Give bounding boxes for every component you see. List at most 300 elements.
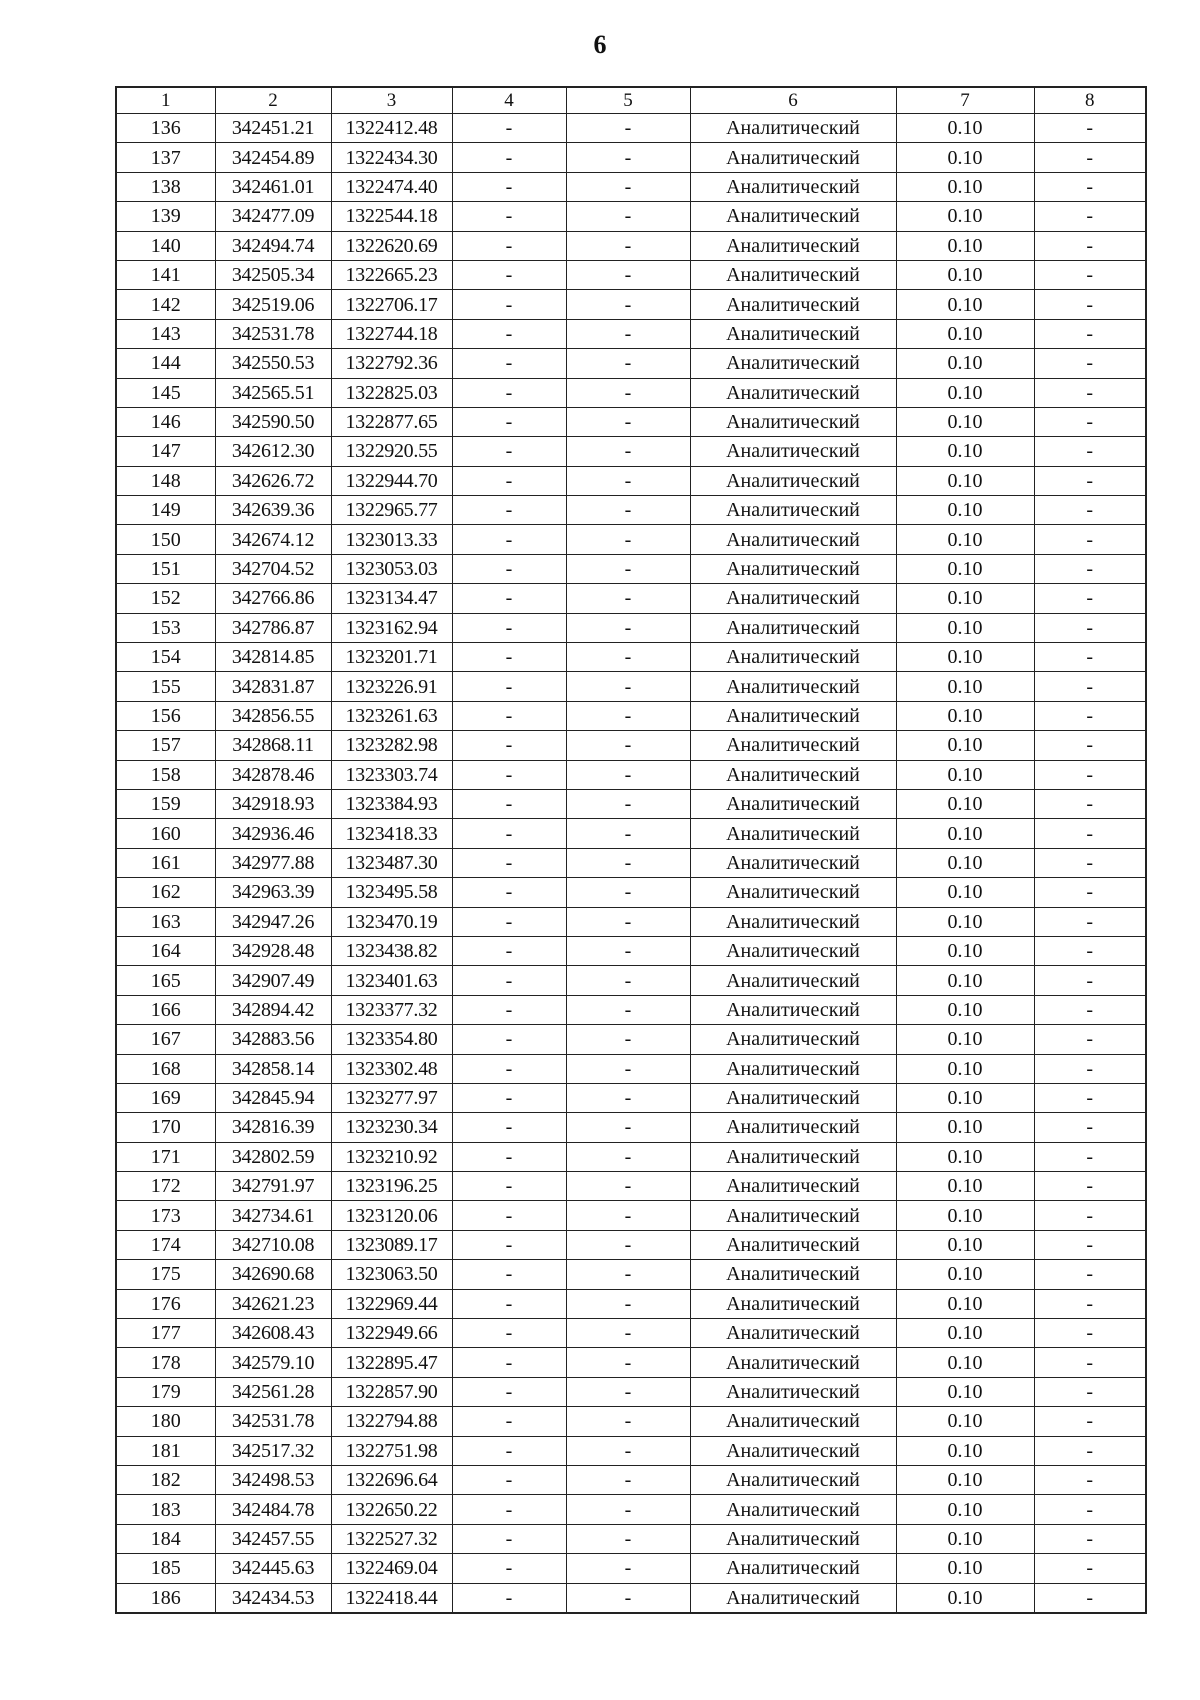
accuracy-cell: 0.10 — [896, 966, 1034, 995]
x-coordinate-cell: 342674.12 — [215, 525, 331, 554]
y-coordinate-cell: 1323053.03 — [331, 554, 452, 583]
accuracy-cell: 0.10 — [896, 554, 1034, 583]
point-number-cell: 164 — [116, 936, 215, 965]
column-4-cell: - — [452, 525, 566, 554]
column-8-cell: - — [1034, 936, 1146, 965]
column-5-cell: - — [566, 260, 690, 289]
point-number-cell: 167 — [116, 1025, 215, 1054]
column-8-cell: - — [1034, 789, 1146, 818]
accuracy-cell: 0.10 — [896, 466, 1034, 495]
column-5-cell: - — [566, 584, 690, 613]
column-header: 4 — [452, 87, 566, 114]
accuracy-cell: 0.10 — [896, 731, 1034, 760]
table-row — [116, 907, 1146, 936]
column-8-cell: - — [1034, 1583, 1146, 1613]
column-8-cell: - — [1034, 672, 1146, 701]
column-8-cell: - — [1034, 1289, 1146, 1318]
accuracy-cell: 0.10 — [896, 378, 1034, 407]
coordinates-table — [115, 86, 1147, 1614]
y-coordinate-cell: 1323438.82 — [331, 936, 452, 965]
table-row — [116, 319, 1146, 348]
method-cell: Аналитический — [690, 1554, 896, 1583]
x-coordinate-cell: 342519.06 — [215, 290, 331, 319]
column-5-cell: - — [566, 1260, 690, 1289]
column-8-cell: - — [1034, 525, 1146, 554]
table-row — [116, 878, 1146, 907]
method-cell: Аналитический — [690, 1025, 896, 1054]
column-5-cell: - — [566, 819, 690, 848]
accuracy-cell: 0.10 — [896, 407, 1034, 436]
table-row — [116, 672, 1146, 701]
column-8-cell: - — [1034, 1025, 1146, 1054]
column-8-cell: - — [1034, 114, 1146, 143]
y-coordinate-cell: 1322744.18 — [331, 319, 452, 348]
table-row — [116, 1377, 1146, 1406]
x-coordinate-cell: 342517.32 — [215, 1436, 331, 1465]
method-cell: Аналитический — [690, 701, 896, 730]
table-row — [116, 819, 1146, 848]
column-8-cell: - — [1034, 878, 1146, 907]
column-8-cell: - — [1034, 1319, 1146, 1348]
accuracy-cell: 0.10 — [896, 1319, 1034, 1348]
accuracy-cell: 0.10 — [896, 1407, 1034, 1436]
column-5-cell: - — [566, 1172, 690, 1201]
column-5-cell: - — [566, 172, 690, 201]
accuracy-cell: 0.10 — [896, 1554, 1034, 1583]
accuracy-cell: 0.10 — [896, 819, 1034, 848]
column-4-cell: - — [452, 760, 566, 789]
column-8-cell: - — [1034, 407, 1146, 436]
point-number-cell: 146 — [116, 407, 215, 436]
accuracy-cell: 0.10 — [896, 1377, 1034, 1406]
y-coordinate-cell: 1322857.90 — [331, 1377, 452, 1406]
method-cell: Аналитический — [690, 349, 896, 378]
column-5-cell: - — [566, 554, 690, 583]
y-coordinate-cell: 1322920.55 — [331, 437, 452, 466]
point-number-cell: 179 — [116, 1377, 215, 1406]
point-number-cell: 136 — [116, 114, 215, 143]
column-4-cell: - — [452, 907, 566, 936]
x-coordinate-cell: 342936.46 — [215, 819, 331, 848]
accuracy-cell: 0.10 — [896, 231, 1034, 260]
table-row — [116, 1524, 1146, 1553]
table-row — [116, 1319, 1146, 1348]
column-header: 3 — [331, 87, 452, 114]
column-5-cell: - — [566, 760, 690, 789]
y-coordinate-cell: 1322751.98 — [331, 1436, 452, 1465]
table-row — [116, 378, 1146, 407]
column-8-cell: - — [1034, 1083, 1146, 1112]
table-row — [116, 584, 1146, 613]
table-row — [116, 554, 1146, 583]
y-coordinate-cell: 1323282.98 — [331, 731, 452, 760]
point-number-cell: 180 — [116, 1407, 215, 1436]
x-coordinate-cell: 342531.78 — [215, 319, 331, 348]
table-row — [116, 1436, 1146, 1465]
method-cell: Аналитический — [690, 848, 896, 877]
x-coordinate-cell: 342734.61 — [215, 1201, 331, 1230]
column-4-cell: - — [452, 789, 566, 818]
column-8-cell: - — [1034, 143, 1146, 172]
point-number-cell: 176 — [116, 1289, 215, 1318]
method-cell: Аналитический — [690, 878, 896, 907]
x-coordinate-cell: 342457.55 — [215, 1524, 331, 1553]
x-coordinate-cell: 342786.87 — [215, 613, 331, 642]
column-5-cell: - — [566, 1083, 690, 1112]
y-coordinate-cell: 1323226.91 — [331, 672, 452, 701]
column-4-cell: - — [452, 143, 566, 172]
column-5-cell: - — [566, 643, 690, 672]
column-4-cell: - — [452, 1230, 566, 1259]
point-number-cell: 148 — [116, 466, 215, 495]
page-number: 6 — [593, 30, 607, 59]
column-5-cell: - — [566, 789, 690, 818]
point-number-cell: 147 — [116, 437, 215, 466]
accuracy-cell: 0.10 — [896, 848, 1034, 877]
method-cell: Аналитический — [690, 554, 896, 583]
table-row — [116, 1025, 1146, 1054]
column-8-cell: - — [1034, 1201, 1146, 1230]
point-number-cell: 181 — [116, 1436, 215, 1465]
x-coordinate-cell: 342918.93 — [215, 789, 331, 818]
method-cell: Аналитический — [690, 496, 896, 525]
column-8-cell: - — [1034, 1260, 1146, 1289]
x-coordinate-cell: 342947.26 — [215, 907, 331, 936]
column-8-cell: - — [1034, 907, 1146, 936]
table-row — [116, 1172, 1146, 1201]
column-8-cell: - — [1034, 1495, 1146, 1524]
column-4-cell: - — [452, 407, 566, 436]
column-5-cell: - — [566, 407, 690, 436]
method-cell: Аналитический — [690, 936, 896, 965]
y-coordinate-cell: 1323277.97 — [331, 1083, 452, 1112]
column-4-cell: - — [452, 1377, 566, 1406]
y-coordinate-cell: 1322825.03 — [331, 378, 452, 407]
accuracy-cell: 0.10 — [896, 1025, 1034, 1054]
column-5-cell: - — [566, 466, 690, 495]
column-8-cell: - — [1034, 466, 1146, 495]
table-row — [116, 613, 1146, 642]
x-coordinate-cell: 342878.46 — [215, 760, 331, 789]
x-coordinate-cell: 342531.78 — [215, 1407, 331, 1436]
column-8-cell: - — [1034, 172, 1146, 201]
column-5-cell: - — [566, 1201, 690, 1230]
column-4-cell: - — [452, 319, 566, 348]
column-8-cell: - — [1034, 231, 1146, 260]
accuracy-cell: 0.10 — [896, 319, 1034, 348]
x-coordinate-cell: 342451.21 — [215, 114, 331, 143]
column-8-cell: - — [1034, 1377, 1146, 1406]
column-4-cell: - — [452, 1554, 566, 1583]
column-8-cell: - — [1034, 731, 1146, 760]
method-cell: Аналитический — [690, 1377, 896, 1406]
column-8-cell: - — [1034, 1524, 1146, 1553]
method-cell: Аналитический — [690, 437, 896, 466]
point-number-cell: 143 — [116, 319, 215, 348]
table-row — [116, 966, 1146, 995]
x-coordinate-cell: 342907.49 — [215, 966, 331, 995]
column-5-cell: - — [566, 231, 690, 260]
table-row — [116, 1230, 1146, 1259]
column-8-cell: - — [1034, 1172, 1146, 1201]
column-5-cell: - — [566, 1583, 690, 1613]
x-coordinate-cell: 342704.52 — [215, 554, 331, 583]
point-number-cell: 175 — [116, 1260, 215, 1289]
y-coordinate-cell: 1322434.30 — [331, 143, 452, 172]
column-5-cell: - — [566, 202, 690, 231]
column-8-cell: - — [1034, 202, 1146, 231]
method-cell: Аналитический — [690, 231, 896, 260]
table-row — [116, 1407, 1146, 1436]
point-number-cell: 169 — [116, 1083, 215, 1112]
column-5-cell: - — [566, 1319, 690, 1348]
method-cell: Аналитический — [690, 407, 896, 436]
column-8-cell: - — [1034, 260, 1146, 289]
column-5-cell: - — [566, 1554, 690, 1583]
point-number-cell: 151 — [116, 554, 215, 583]
y-coordinate-cell: 1323418.33 — [331, 819, 452, 848]
accuracy-cell: 0.10 — [896, 1348, 1034, 1377]
y-coordinate-cell: 1322527.32 — [331, 1524, 452, 1553]
table-row — [116, 760, 1146, 789]
method-cell: Аналитический — [690, 1289, 896, 1318]
column-5-cell: - — [566, 1348, 690, 1377]
method-cell: Аналитический — [690, 319, 896, 348]
column-8-cell: - — [1034, 349, 1146, 378]
column-5-cell: - — [566, 290, 690, 319]
column-8-cell: - — [1034, 1554, 1146, 1583]
accuracy-cell: 0.10 — [896, 1230, 1034, 1259]
method-cell: Аналитический — [690, 1436, 896, 1465]
table-row — [116, 1583, 1146, 1613]
x-coordinate-cell: 342766.86 — [215, 584, 331, 613]
point-number-cell: 160 — [116, 819, 215, 848]
point-number-cell: 165 — [116, 966, 215, 995]
column-4-cell: - — [452, 172, 566, 201]
method-cell: Аналитический — [690, 1142, 896, 1171]
x-coordinate-cell: 342565.51 — [215, 378, 331, 407]
accuracy-cell: 0.10 — [896, 1465, 1034, 1494]
column-4-cell: - — [452, 995, 566, 1024]
point-number-cell: 174 — [116, 1230, 215, 1259]
y-coordinate-cell: 1323196.25 — [331, 1172, 452, 1201]
y-coordinate-cell: 1323302.48 — [331, 1054, 452, 1083]
x-coordinate-cell: 342802.59 — [215, 1142, 331, 1171]
column-4-cell: - — [452, 1201, 566, 1230]
accuracy-cell: 0.10 — [896, 1289, 1034, 1318]
y-coordinate-cell: 1323354.80 — [331, 1025, 452, 1054]
y-coordinate-cell: 1322706.17 — [331, 290, 452, 319]
method-cell: Аналитический — [690, 1260, 896, 1289]
column-4-cell: - — [452, 1083, 566, 1112]
point-number-cell: 138 — [116, 172, 215, 201]
table-row — [116, 1348, 1146, 1377]
method-cell: Аналитический — [690, 672, 896, 701]
table-row — [116, 848, 1146, 877]
point-number-cell: 161 — [116, 848, 215, 877]
column-5-cell: - — [566, 1230, 690, 1259]
column-4-cell: - — [452, 643, 566, 672]
table-row — [116, 466, 1146, 495]
point-number-cell: 184 — [116, 1524, 215, 1553]
column-4-cell: - — [452, 878, 566, 907]
point-number-cell: 163 — [116, 907, 215, 936]
y-coordinate-cell: 1322965.77 — [331, 496, 452, 525]
column-5-cell: - — [566, 378, 690, 407]
y-coordinate-cell: 1323495.58 — [331, 878, 452, 907]
point-number-cell: 185 — [116, 1554, 215, 1583]
x-coordinate-cell: 342814.85 — [215, 643, 331, 672]
x-coordinate-cell: 342858.14 — [215, 1054, 331, 1083]
y-coordinate-cell: 1322696.64 — [331, 1465, 452, 1494]
accuracy-cell: 0.10 — [896, 290, 1034, 319]
y-coordinate-cell: 1322620.69 — [331, 231, 452, 260]
point-number-cell: 183 — [116, 1495, 215, 1524]
method-cell: Аналитический — [690, 1524, 896, 1553]
table-row — [116, 114, 1146, 143]
point-number-cell: 145 — [116, 378, 215, 407]
table-row — [116, 936, 1146, 965]
table-row — [116, 1260, 1146, 1289]
column-8-cell: - — [1034, 643, 1146, 672]
table-row — [116, 260, 1146, 289]
column-header: 2 — [215, 87, 331, 114]
method-cell: Аналитический — [690, 114, 896, 143]
column-5-cell: - — [566, 672, 690, 701]
x-coordinate-cell: 342883.56 — [215, 1025, 331, 1054]
table-row — [116, 1142, 1146, 1171]
method-cell: Аналитический — [690, 613, 896, 642]
y-coordinate-cell: 1323303.74 — [331, 760, 452, 789]
accuracy-cell: 0.10 — [896, 1436, 1034, 1465]
accuracy-cell: 0.10 — [896, 172, 1034, 201]
point-number-cell: 158 — [116, 760, 215, 789]
method-cell: Аналитический — [690, 466, 896, 495]
x-coordinate-cell: 342454.89 — [215, 143, 331, 172]
column-5-cell: - — [566, 1142, 690, 1171]
point-number-cell: 157 — [116, 731, 215, 760]
point-number-cell: 186 — [116, 1583, 215, 1613]
point-number-cell: 170 — [116, 1113, 215, 1142]
point-number-cell: 168 — [116, 1054, 215, 1083]
accuracy-cell: 0.10 — [896, 143, 1034, 172]
accuracy-cell: 0.10 — [896, 1172, 1034, 1201]
column-4-cell: - — [452, 1319, 566, 1348]
x-coordinate-cell: 342856.55 — [215, 701, 331, 730]
accuracy-cell: 0.10 — [896, 1142, 1034, 1171]
accuracy-cell: 0.10 — [896, 1260, 1034, 1289]
method-cell: Аналитический — [690, 584, 896, 613]
column-4-cell: - — [452, 672, 566, 701]
method-cell: Аналитический — [690, 1319, 896, 1348]
table-row — [116, 995, 1146, 1024]
accuracy-cell: 0.10 — [896, 1201, 1034, 1230]
column-4-cell: - — [452, 613, 566, 642]
column-4-cell: - — [452, 701, 566, 730]
x-coordinate-cell: 342626.72 — [215, 466, 331, 495]
y-coordinate-cell: 1323230.34 — [331, 1113, 452, 1142]
column-5-cell: - — [566, 143, 690, 172]
x-coordinate-cell: 342498.53 — [215, 1465, 331, 1494]
method-cell: Аналитический — [690, 525, 896, 554]
header-row — [116, 87, 1146, 114]
column-8-cell: - — [1034, 1465, 1146, 1494]
accuracy-cell: 0.10 — [896, 878, 1034, 907]
column-5-cell: - — [566, 1436, 690, 1465]
point-number-cell: 137 — [116, 143, 215, 172]
point-number-cell: 152 — [116, 584, 215, 613]
y-coordinate-cell: 1323487.30 — [331, 848, 452, 877]
accuracy-cell: 0.10 — [896, 1113, 1034, 1142]
point-number-cell: 141 — [116, 260, 215, 289]
point-number-cell: 144 — [116, 349, 215, 378]
x-coordinate-cell: 342928.48 — [215, 936, 331, 965]
x-coordinate-cell: 342505.34 — [215, 260, 331, 289]
y-coordinate-cell: 1323470.19 — [331, 907, 452, 936]
x-coordinate-cell: 342445.63 — [215, 1554, 331, 1583]
x-coordinate-cell: 342831.87 — [215, 672, 331, 701]
column-5-cell: - — [566, 848, 690, 877]
y-coordinate-cell: 1322792.36 — [331, 349, 452, 378]
column-4-cell: - — [452, 1172, 566, 1201]
point-number-cell: 149 — [116, 496, 215, 525]
table-row — [116, 1201, 1146, 1230]
method-cell: Аналитический — [690, 378, 896, 407]
table-row — [116, 437, 1146, 466]
x-coordinate-cell: 342434.53 — [215, 1583, 331, 1613]
x-coordinate-cell: 342612.30 — [215, 437, 331, 466]
point-number-cell: 140 — [116, 231, 215, 260]
column-4-cell: - — [452, 1142, 566, 1171]
column-4-cell: - — [452, 349, 566, 378]
point-number-cell: 166 — [116, 995, 215, 1024]
column-8-cell: - — [1034, 1142, 1146, 1171]
column-4-cell: - — [452, 1524, 566, 1553]
method-cell: Аналитический — [690, 1348, 896, 1377]
column-4-cell: - — [452, 1289, 566, 1318]
x-coordinate-cell: 342477.09 — [215, 202, 331, 231]
accuracy-cell: 0.10 — [896, 1495, 1034, 1524]
column-4-cell: - — [452, 466, 566, 495]
table-row — [116, 290, 1146, 319]
column-header: 5 — [566, 87, 690, 114]
method-cell: Аналитический — [690, 260, 896, 289]
accuracy-cell: 0.10 — [896, 114, 1034, 143]
y-coordinate-cell: 1323384.93 — [331, 789, 452, 818]
x-coordinate-cell: 342894.42 — [215, 995, 331, 1024]
column-8-cell: - — [1034, 1436, 1146, 1465]
column-5-cell: - — [566, 1025, 690, 1054]
accuracy-cell: 0.10 — [896, 613, 1034, 642]
x-coordinate-cell: 342710.08 — [215, 1230, 331, 1259]
y-coordinate-cell: 1323201.71 — [331, 643, 452, 672]
point-number-cell: 162 — [116, 878, 215, 907]
method-cell: Аналитический — [690, 1495, 896, 1524]
accuracy-cell: 0.10 — [896, 260, 1034, 289]
column-8-cell: - — [1034, 1348, 1146, 1377]
point-number-cell: 150 — [116, 525, 215, 554]
table-row — [116, 1465, 1146, 1494]
column-8-cell: - — [1034, 584, 1146, 613]
table-row — [116, 789, 1146, 818]
column-5-cell: - — [566, 1377, 690, 1406]
column-5-cell: - — [566, 1289, 690, 1318]
x-coordinate-cell: 342484.78 — [215, 1495, 331, 1524]
point-number-cell: 172 — [116, 1172, 215, 1201]
column-8-cell: - — [1034, 819, 1146, 848]
accuracy-cell: 0.10 — [896, 349, 1034, 378]
table-row — [116, 1289, 1146, 1318]
